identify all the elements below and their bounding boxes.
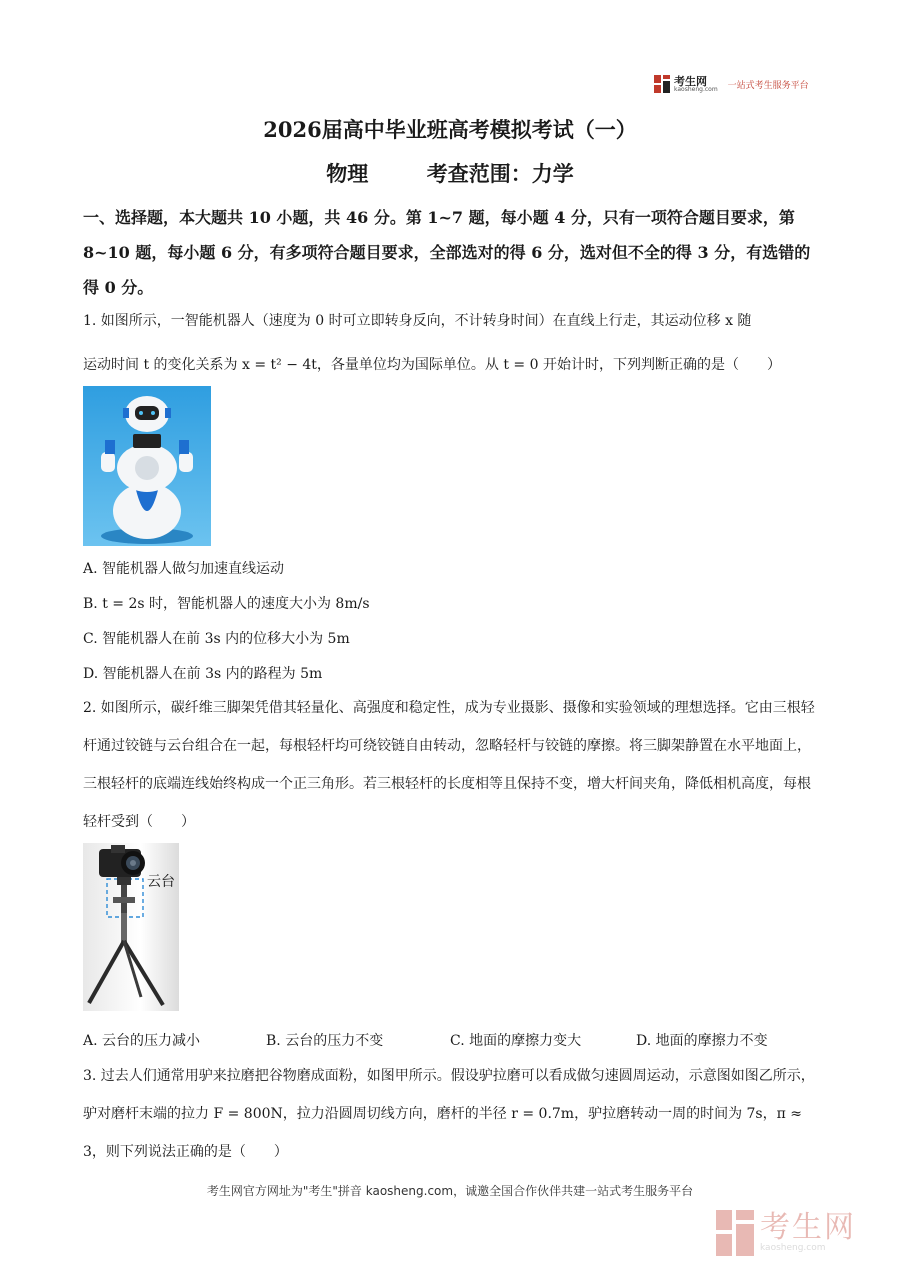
q1-stem-line1: 1. 如图所示，一智能机器人（速度为 0 时可立即转身反向，不计转身时间）在直线上行走，其运动位移 x 随: [83, 313, 752, 329]
tripod-image: [83, 843, 179, 1011]
q2-option-b: B. 云台的压力不变: [266, 1033, 384, 1049]
logo-domain: kaosheng.com: [674, 85, 718, 93]
q2-stem: 2. 如图所示，碳纤维三脚架凭借其轻量化、高强度和稳定性，成为专业摄影、摄像和实验领域的理想选择。它由三根轻杆通过铰链与云台组合在一起，每根轻杆均可绕铰链自由转动，忽略轻杆与铰链的摩擦。将三脚架静置在水平地面上，三根轻杆的底端连线始终构成一个正三角形。若三根轻杆的长度相等且保持不变，增大杆间夹角，降低相机高度，每根轻杆受到（ ）: [83, 700, 815, 830]
page-footer: 考生网官方网址为"考生"拼音 kaosheng.com，诚邀全国合作伙伴共建一站式考生服务平台: [206, 1184, 694, 1198]
watermark-name: 考生网: [760, 1210, 856, 1245]
exam-title: 2026届高中毕业班高考模拟考试（一）: [263, 117, 637, 142]
q3-stem: 3. 过去人们通常用驴来拉磨把谷物磨成面粉，如图甲所示。假设驴拉磨可以看成做匀速圆周运动，示意图如图乙所示，驴对磨杆末端的拉力 F = 800N，拉力沿圆周切线方向，磨杆的半径 r = 0.7m，驴拉磨转动一周的时间为 7s，π ≈ 3，则下列说法正确的是（ ）: [83, 1068, 815, 1160]
robot-image: [83, 386, 211, 546]
q1-option-c: C. 智能机器人在前 3s 内的位移大小为 5m: [83, 631, 350, 647]
q1-option-a: A. 智能机器人做匀加速直线运动: [83, 561, 285, 577]
watermark-logo-icon: [716, 1210, 754, 1256]
kaosheng-logo: [654, 73, 809, 95]
q2-option-c: C. 地面的摩擦力变大: [450, 1033, 582, 1049]
q2-option-a: A. 云台的压力减小: [83, 1033, 201, 1049]
tripod-pan-head-label: 云台: [147, 874, 175, 890]
exam-subtitle: [0, 158, 900, 188]
section-instructions: 一、选择题，本大题共 10 小题，共 46 分。第 1~7 题，每小题 4 分，只有一项符合题目要求，第 8~10 题，每小题 6 分，有多项符合题目要求，全部选对的得 6 分，选对但不全的得 3 分，有选错的得 0 分。: [83, 208, 811, 297]
q1-option-b: B. t = 2s 时，智能机器人的速度大小为 8m/s: [83, 596, 370, 612]
q1-stem-line2: 运动时间 t 的变化关系为 x = t² − 4t，各量单位均为国际单位。从 t = 0 开始计时，下列判断正确的是（ ）: [83, 357, 781, 373]
kaosheng-logo-icon: [654, 75, 670, 93]
logo-name: 考生网: [674, 74, 707, 88]
q2-option-d: D. 地面的摩擦力不变: [636, 1033, 768, 1049]
subject-label: 物理: [326, 161, 369, 186]
q1-option-d: D. 智能机器人在前 3s 内的路程为 5m: [83, 666, 323, 682]
watermark: [716, 1205, 882, 1261]
watermark-domain: kaosheng.com: [760, 1243, 826, 1253]
scope-label: 考查范围：力学: [426, 161, 574, 186]
logo-slogan: 一站式考生服务平台: [727, 80, 809, 91]
